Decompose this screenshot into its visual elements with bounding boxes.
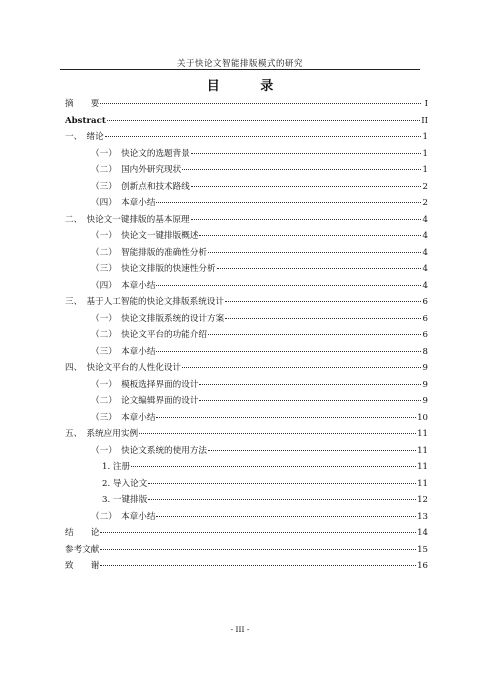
toc-entry[interactable] bbox=[65, 525, 428, 541]
dot-leader bbox=[100, 565, 416, 566]
toc-entry[interactable] bbox=[91, 393, 428, 409]
toc-entry[interactable] bbox=[65, 113, 428, 129]
dot-leader bbox=[208, 450, 416, 451]
toc-entry-label: 一、 绪论 bbox=[65, 132, 104, 142]
toc-entry-page: 8 bbox=[422, 346, 428, 357]
toc-entry-page: 4 bbox=[422, 231, 428, 241]
toc-entry-label: 五、 系统应用实例 bbox=[65, 429, 139, 439]
running-header: 关于快论文智能排版模式的研究 bbox=[176, 59, 303, 69]
toc-entry[interactable] bbox=[65, 129, 428, 145]
dot-leader bbox=[100, 532, 416, 533]
dot-leader bbox=[156, 285, 421, 286]
toc-entry-label: 3. 一键排版 bbox=[102, 495, 148, 505]
page-number: - III - bbox=[230, 625, 250, 634]
toc-entry-page: 10 bbox=[417, 412, 428, 423]
toc-entry-page: 11 bbox=[417, 429, 428, 439]
toc-entry-label: （三） 本章小结 bbox=[91, 346, 156, 357]
toc-entry-label: 二、 快论文一键排版的基本原理 bbox=[65, 214, 190, 225]
dot-leader bbox=[208, 252, 421, 253]
toc-entry[interactable] bbox=[65, 360, 428, 376]
dot-leader bbox=[199, 235, 421, 236]
toc-entry[interactable] bbox=[65, 96, 428, 112]
toc-entry[interactable] bbox=[91, 410, 428, 426]
dot-leader bbox=[225, 318, 421, 319]
dot-leader bbox=[131, 466, 416, 467]
dot-leader bbox=[100, 549, 416, 550]
toc-entry-page: 14 bbox=[417, 528, 428, 538]
toc-entry[interactable] bbox=[65, 542, 428, 558]
toc-entry-label: （三） 本章小结 bbox=[91, 412, 156, 423]
toc-entry-page: 4 bbox=[422, 264, 428, 274]
dot-leader bbox=[139, 433, 416, 434]
dot-leader bbox=[156, 202, 421, 203]
dot-leader bbox=[148, 499, 416, 500]
toc-entry-page: I bbox=[424, 99, 428, 109]
dot-leader bbox=[191, 153, 421, 154]
toc-entry[interactable] bbox=[65, 212, 428, 228]
toc-entry[interactable] bbox=[91, 327, 428, 343]
dot-leader bbox=[208, 334, 421, 335]
dot-leader bbox=[156, 351, 421, 352]
dot-leader bbox=[217, 268, 421, 269]
toc-entry-page: 11 bbox=[417, 478, 428, 489]
toc-entry-label: （一） 快论文的选题背景 bbox=[91, 148, 190, 159]
toc-entry-label: 结 论 bbox=[65, 528, 100, 538]
dot-leader bbox=[182, 367, 421, 368]
toc-entry-label: （二） 智能排版的准确性分析 bbox=[91, 247, 208, 258]
toc-entry-label: 摘 要 bbox=[65, 99, 100, 109]
toc-entry-label: （二） 国内外研究现状 bbox=[91, 165, 182, 175]
toc-entry-label: （二） 本章小结 bbox=[91, 511, 156, 522]
dot-leader bbox=[156, 516, 416, 517]
dot-leader bbox=[225, 301, 421, 302]
dot-leader bbox=[191, 186, 421, 187]
toc-entry-label: 参考文献 bbox=[65, 544, 100, 555]
toc-entry-label: 四、 快论文平台的人性化设计 bbox=[65, 363, 182, 373]
dot-leader bbox=[105, 136, 421, 137]
toc-entry[interactable] bbox=[91, 162, 428, 178]
toc-entry-label: （二） 论文编辑界面的设计 bbox=[91, 396, 199, 406]
toc-entry[interactable] bbox=[91, 443, 428, 459]
toc-entry-page: 4 bbox=[422, 214, 428, 225]
toc-entry[interactable] bbox=[91, 261, 428, 277]
toc-entry[interactable] bbox=[91, 509, 428, 525]
dot-leader bbox=[107, 120, 420, 121]
toc-entry-page: 9 bbox=[422, 396, 428, 406]
toc-entry-page: 11 bbox=[417, 462, 428, 472]
toc-title: 目 录 bbox=[206, 79, 292, 94]
toc-entry-page: II bbox=[421, 115, 428, 126]
toc-entry-label: 三、 基于人工智能的快论文排版系统设计 bbox=[65, 297, 224, 307]
toc-entry[interactable] bbox=[91, 311, 428, 327]
toc-entry-page: 9 bbox=[422, 363, 428, 373]
dot-leader bbox=[182, 169, 421, 170]
toc-entry-label: Abstract bbox=[65, 115, 106, 126]
toc-entry-page: 1 bbox=[422, 148, 428, 159]
toc-entry-page: 2 bbox=[422, 181, 428, 192]
toc-entry-page: 6 bbox=[422, 330, 428, 340]
toc-entry-label: （三） 创新点和技术路线 bbox=[91, 181, 190, 192]
toc-entry-label: 2. 导入论文 bbox=[102, 478, 148, 489]
toc-entry-page: 13 bbox=[417, 511, 428, 522]
toc-entry[interactable] bbox=[91, 278, 428, 294]
toc-entry-label: （一） 模板选择界面的设计 bbox=[91, 379, 199, 390]
toc-entry-page: 1 bbox=[422, 132, 428, 142]
toc-entry-label: （二） 快论文平台的功能介绍 bbox=[91, 330, 208, 340]
dot-leader bbox=[156, 417, 416, 418]
toc-entry[interactable] bbox=[102, 459, 428, 475]
toc-entry-label: （一） 快论文系统的使用方法 bbox=[91, 445, 208, 456]
toc-entry-label: （一） 快论文排版系统的设计方案 bbox=[91, 313, 225, 324]
toc-entry[interactable] bbox=[91, 344, 428, 360]
toc-entry[interactable] bbox=[102, 476, 428, 492]
toc-entry-label: （一） 快论文一键排版概述 bbox=[91, 231, 199, 241]
toc-entry[interactable] bbox=[91, 179, 428, 195]
toc-entry-page: 6 bbox=[422, 297, 428, 307]
dot-leader bbox=[191, 219, 421, 220]
dot-leader bbox=[100, 103, 421, 104]
toc-entry[interactable] bbox=[102, 492, 428, 508]
toc-entry-label: 致 谢 bbox=[65, 561, 100, 571]
toc-entry-page: 9 bbox=[422, 379, 428, 390]
toc-entry-page: 1 bbox=[422, 165, 428, 175]
toc-entry[interactable] bbox=[91, 146, 428, 162]
toc-entry-page: 12 bbox=[417, 495, 428, 505]
toc-entry[interactable] bbox=[91, 228, 428, 244]
header-rule bbox=[60, 69, 420, 70]
toc-entry[interactable] bbox=[65, 426, 428, 442]
toc-entry-page: 11 bbox=[417, 445, 428, 456]
toc-entry[interactable] bbox=[91, 245, 428, 261]
toc-entry[interactable] bbox=[65, 294, 428, 310]
toc-entry-page: 15 bbox=[417, 544, 428, 555]
toc-entry-page: 4 bbox=[422, 280, 428, 291]
dot-leader bbox=[148, 483, 416, 484]
toc-entry-page: 4 bbox=[422, 247, 428, 258]
toc-entry-label: （四） 本章小结 bbox=[91, 280, 156, 291]
toc-entry-label: 1. 注册 bbox=[102, 462, 131, 472]
toc-entry-page: 2 bbox=[422, 198, 428, 208]
toc-entry-page: 16 bbox=[417, 561, 428, 571]
toc-entry[interactable] bbox=[65, 558, 428, 574]
dot-leader bbox=[199, 400, 421, 401]
toc-entry[interactable] bbox=[91, 377, 428, 393]
toc-entry-page: 6 bbox=[422, 313, 428, 324]
dot-leader bbox=[199, 384, 421, 385]
toc-entry-label: （四） 本章小结 bbox=[91, 198, 156, 208]
toc-entry[interactable] bbox=[91, 195, 428, 211]
toc-entry-label: （三） 快论文排版的快速性分析 bbox=[91, 264, 216, 274]
